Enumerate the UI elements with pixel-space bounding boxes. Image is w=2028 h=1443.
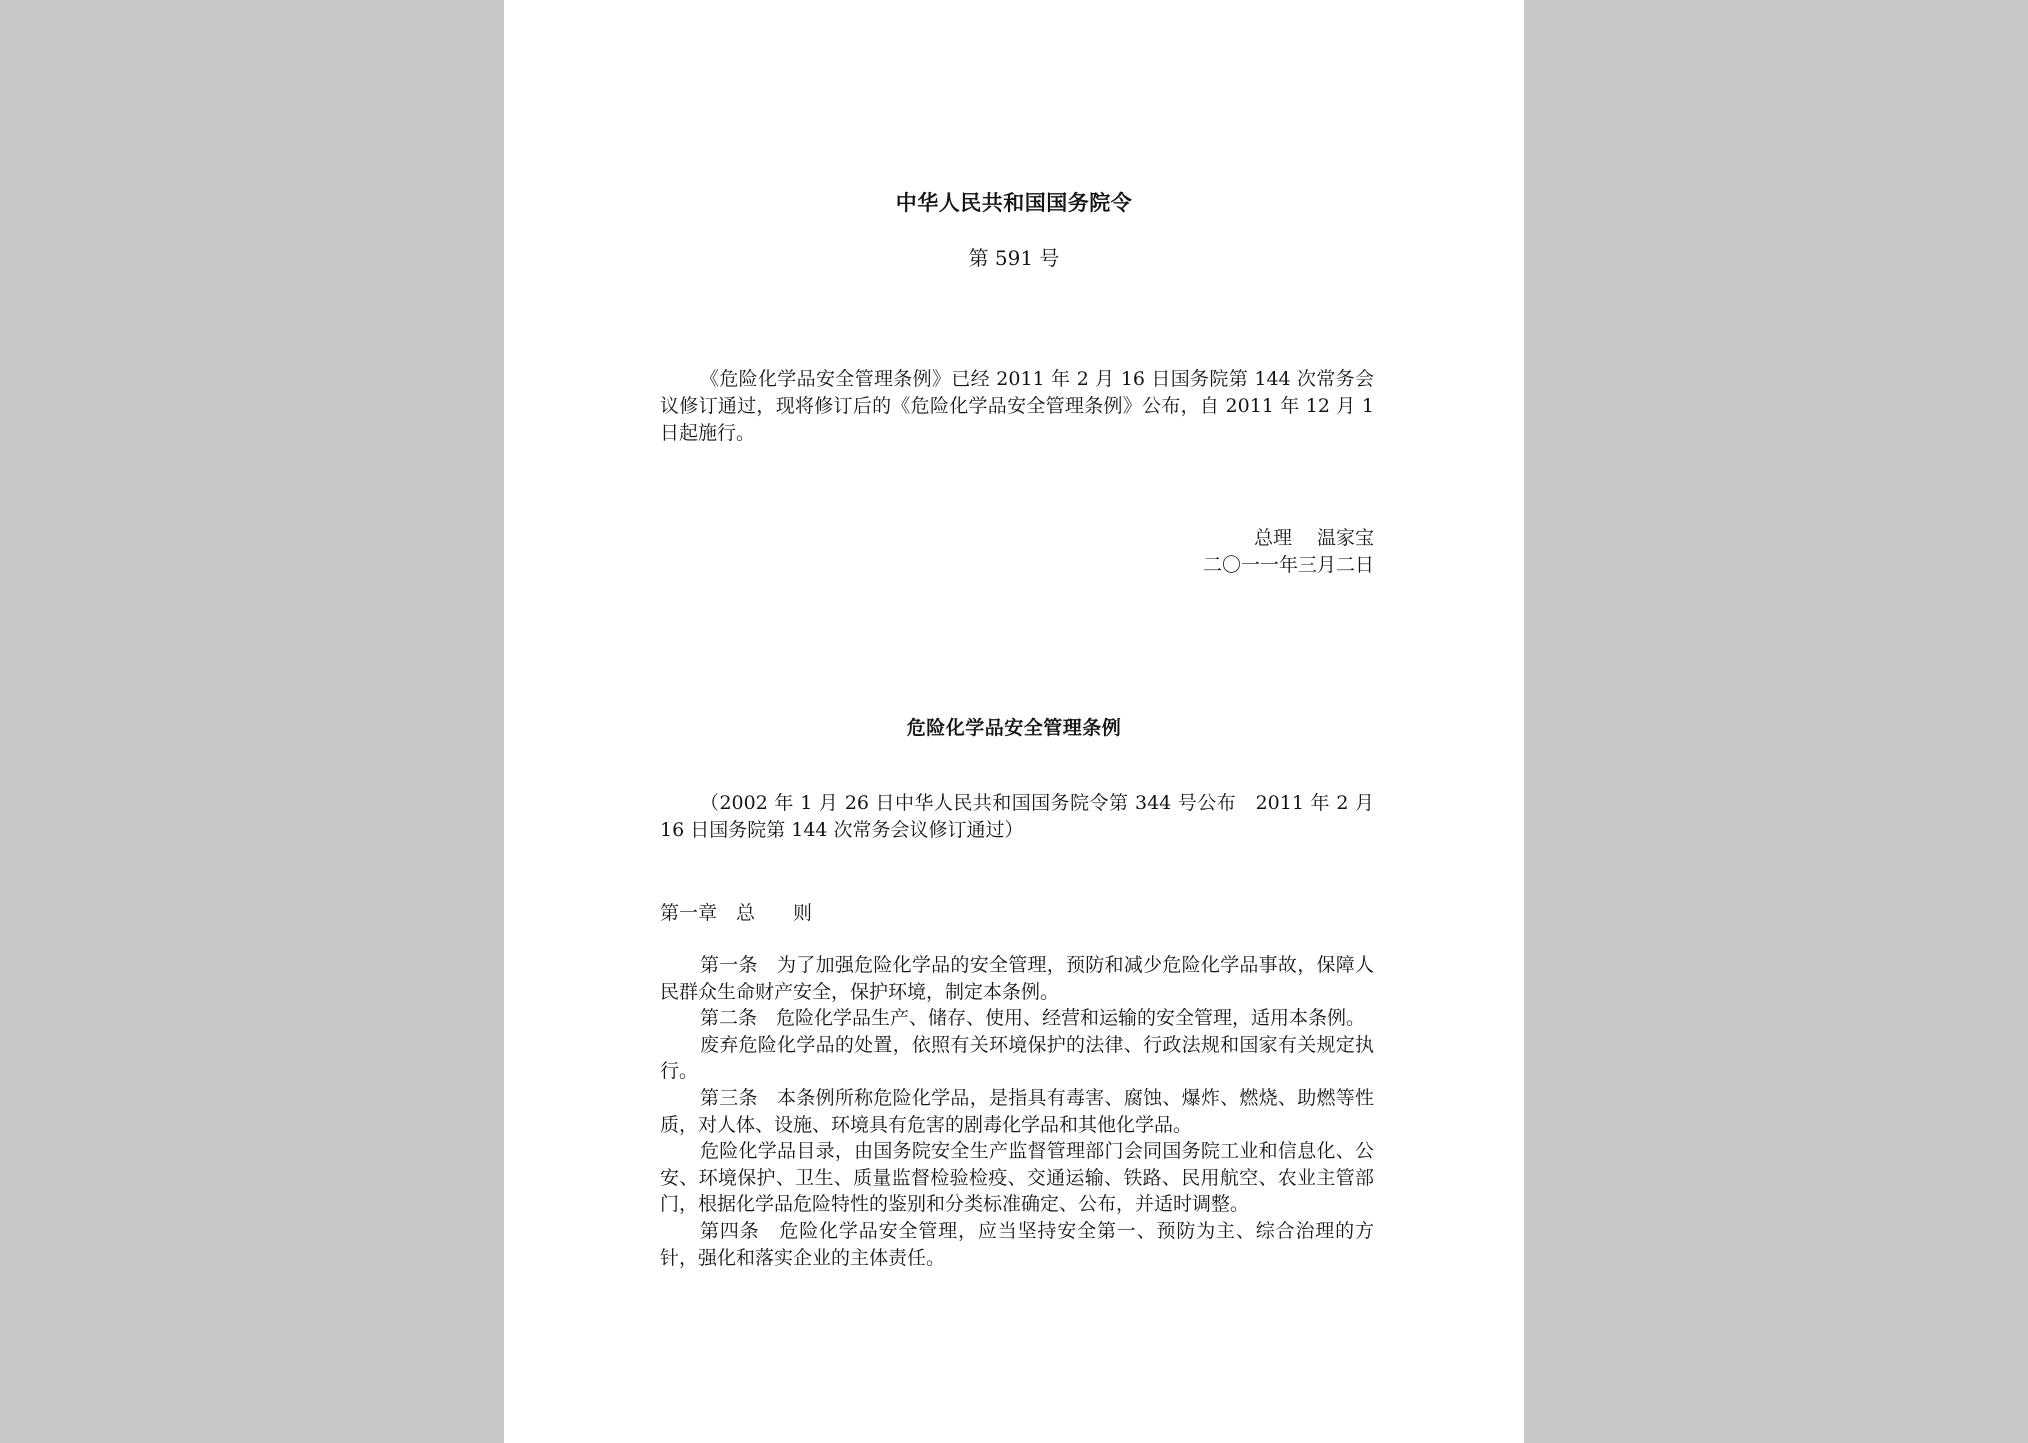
article-paragraph: 第二条 危险化学品生产、储存、使用、经营和运输的安全管理，适用本条例。	[700, 1007, 1366, 1030]
signature-block	[660, 525, 1374, 579]
promulgation-note: （2002 年 1 月 26 日中华人民共和国国务院令第 344 号公布 2011 年 2 月 16 日国务院第 144 次常务会议修订通过）	[660, 792, 1374, 841]
document-page	[504, 0, 1524, 1443]
chapter-heading: 第一章 总 则	[660, 902, 813, 924]
regulation-title: 危险化学品安全管理条例	[906, 717, 1122, 739]
article-paragraph: 第一条 为了加强危险化学品的安全管理，预防和减少危险化学品事故，保障人民群众生命财产安全，保护环境，制定本条例。	[660, 954, 1374, 1003]
article-paragraph: 废弃危险化学品的处置，依照有关环境保护的法律、行政法规和国家有关规定执行。	[660, 1033, 1374, 1083]
article-paragraph: 第四条 危险化学品安全管理，应当坚持安全第一、预防为主、综合治理的方针，强化和落实企业的主体责任。	[660, 1219, 1374, 1269]
article-paragraph: 第三条 本条例所称危险化学品，是指具有毒害、腐蚀、爆炸、燃烧、助燃等性质，对人体、设施、环境具有危害的剧毒化学品和其他化学品。	[660, 1086, 1374, 1136]
articles-body	[660, 952, 1374, 1271]
decree-issuer-heading: 中华人民共和国国务院令	[895, 190, 1133, 215]
article-paragraph: 危险化学品目录，由国务院安全生产监督管理部门会同国务院工业和信息化、公安、环境保护、卫生、质量监督检验检疫、交通运输、铁路、民用航空、农业主管部门，根据化学品危险特性的鉴别和分类标准确定、公布，并适时调整。	[660, 1140, 1374, 1216]
signatory: 总理 温家宝	[1253, 527, 1374, 549]
decree-intro-paragraph: 《危险化学品安全管理条例》已经 2011 年 2 月 16 日国务院第 144 次常务会议修订通过，现将修订后的《危险化学品安全管理条例》公布，自 2011 年 12 月 1 日起施行。	[660, 368, 1374, 444]
decree-date: 二〇一一年三月二日	[1202, 554, 1374, 576]
decree-number: 第 591 号	[968, 246, 1060, 270]
